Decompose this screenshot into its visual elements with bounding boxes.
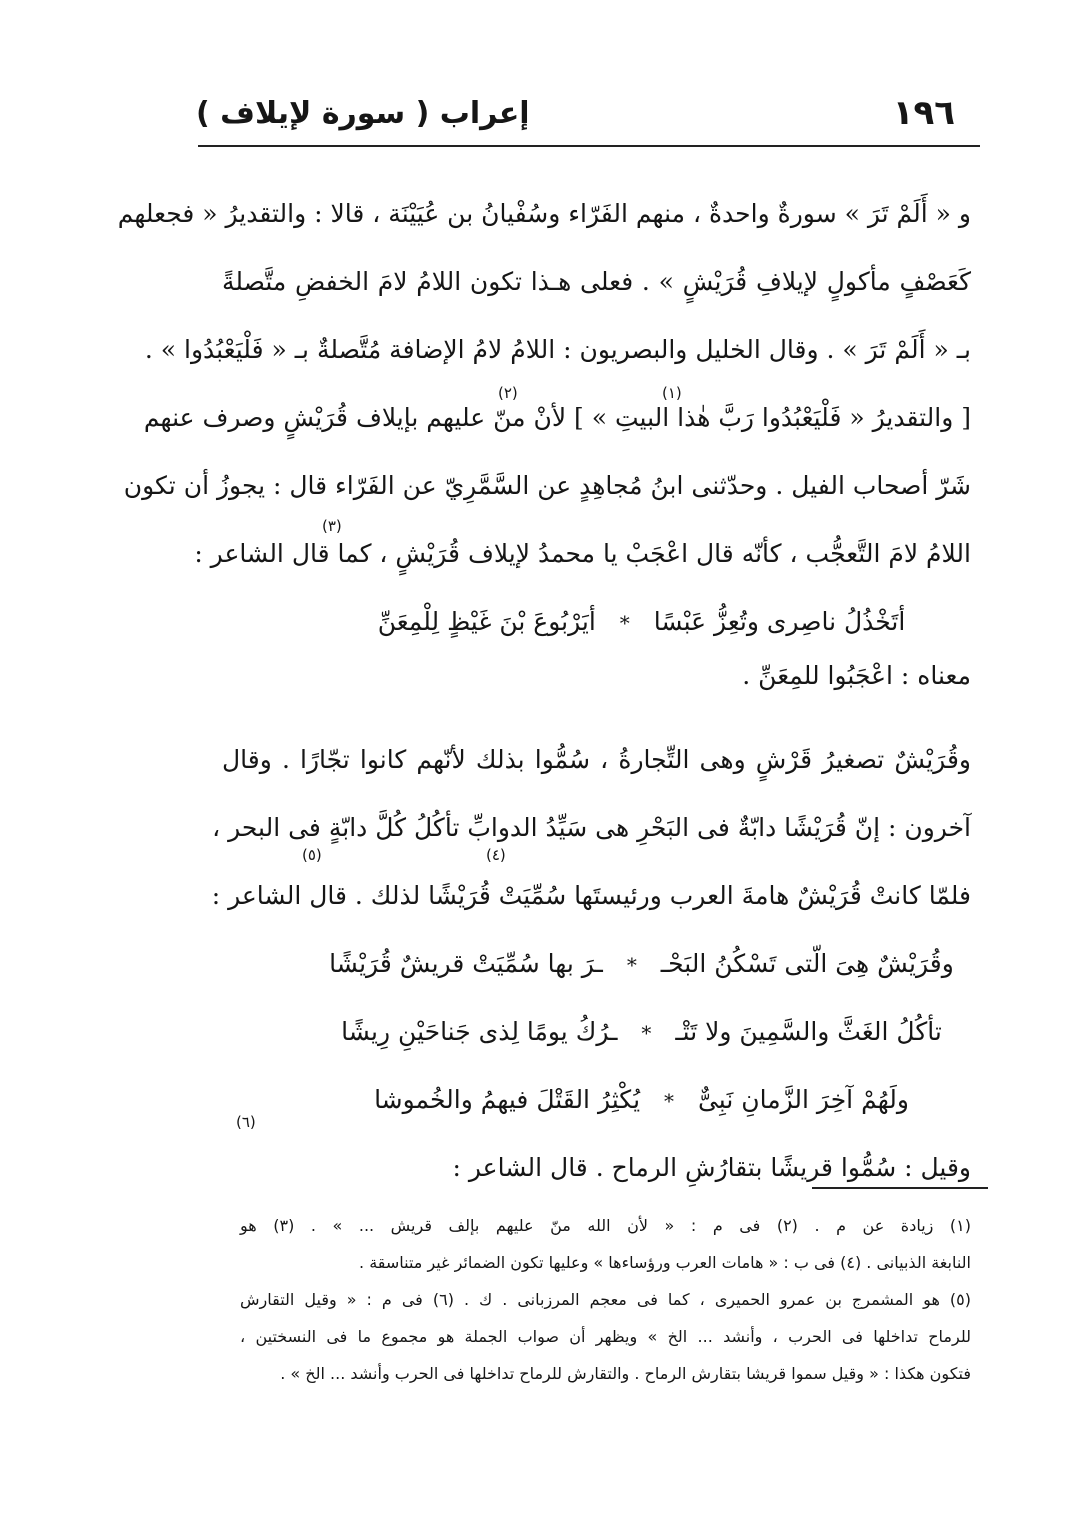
verse-separator: * [641, 1021, 652, 1045]
text-line: وقُرَيْشٌ تصغيرُ قَرْشٍ وهى التِّجارةُ ، سُمُّوا بذلك لأنّهم كانوا تجّارًا . وقال [222, 745, 971, 774]
verse-hemistich: أتَخْذُلُ ناصِرى وتُعِزُّ عَبْسًا [653, 607, 906, 636]
verse-line [222, 930, 971, 998]
footnote-line: (٥) هو المشمرج بن عمرو الحميرى ، كما فى معجم المرزبانى . ك . (٦) فى م : « وقيل التقارش [240, 1290, 971, 1309]
page-number: ١٩٦ [892, 93, 955, 133]
footnotes [240, 1207, 971, 1392]
verse-hemistich: أيَرْبُوعَ بْنَ غَيْظٍ لِلْمِعَنِّ [377, 607, 596, 636]
footnote-rule [812, 1187, 988, 1189]
verse-hemistich: ولَهُمْ آخِرَ الزَّمانِ نَبِىٌّ [697, 1085, 909, 1114]
footnote-ref: (٥) [302, 846, 322, 864]
text-line: و « أَلَمْ تَرَ » سورةٌ واحدةٌ ، منهم الفَرّاء وسُفْيانُ بن عُيَيْنَة ، قالا : والتقديرُ « فجعلهم [117, 199, 971, 228]
verse-hemistich: وقُرَيْشٌ هِىَ الّتى تَسْكُنُ البَحْـ [660, 949, 954, 978]
verse-hemistich: يُكْثِرُ القَتْلَ فيهمُ والخُموشا [374, 1085, 641, 1114]
verse-line [222, 1066, 971, 1134]
footnote-ref: (٢) [498, 384, 518, 402]
page-header [196, 88, 955, 138]
footnote-line: للرماح تداخلها فى الحرب ، وأنشد ... الخ » ويظهر أن صواب الجملة هو مجموع ما فى النسختين ، [240, 1327, 971, 1346]
running-title: إعراب ( سورة لإيلاف ) [196, 95, 530, 131]
text-line-content: [ والتقديرُ « فَلْيَعْبُدُوا رَبَّ هٰذا البيتِ » ] لأنْ منّ عليهم بإيلاف قُرَيْشٍ وصرف عنهم [143, 403, 971, 432]
spacer [222, 706, 971, 726]
footnote-ref: (٤) [486, 846, 506, 864]
verse-meaning: معناه : اعْجَبُوا للمِعَنِّ . [742, 661, 971, 690]
verse-separator: * [619, 611, 630, 635]
verse-line [222, 588, 971, 656]
text-line [143, 384, 971, 452]
footnote-line: فتكون هكذا : « وقيل سموا قريشا بتقارش الرماح . والتقارش للرماح تداخلها فى الحرب وأنشد ... الخ » . [280, 1364, 971, 1383]
verse-hemistich: ـرُكُ يومًا لِذى جَناحَيْنِ رِيشًا [341, 1017, 618, 1046]
footnote-ref: (١) [662, 384, 682, 402]
main-text [117, 180, 971, 1202]
verse-separator: * [626, 953, 637, 977]
footnote-ref: (٦) [236, 1113, 256, 1131]
verse-line [222, 998, 971, 1066]
verse-hemistich: تأكُلُ الغَثَّ والسَّمِينَ ولا تَتْـ [675, 1017, 942, 1046]
text-line: وقيل : سُمُّوا قريشًا بتقارُشِ الرماح . قال الشاعر : [452, 1153, 971, 1182]
text-line: آخرون : إنّ قُرَيْشًا دابّةٌ فى البَحْرِ هى سَيِّدُ الدوابِّ تأكُلُ كُلَّ دابّةٍ فى البحر ، [212, 813, 971, 842]
text-line: بـ « أَلَمْ تَرَ » . وقال الخليل والبصريون : اللامُ لامُ الإضافة مُتَّصلةٌ بـ « فَلْيَعْبُدُوا » . [144, 335, 971, 364]
footnote-line: النابغة الذبيانى . (٤) فى ب : « هامات العرب ورؤساءها » وعليها تكون الضمائر غير متناسقة . [359, 1253, 971, 1272]
header-rule [198, 145, 980, 147]
text-line: شَرّ أصحاب الفيل . وحدّثنى ابنُ مُجاهِدٍ عن السَّمَّرِيّ عن الفَرّاء قال : يجوزُ أن تكون [123, 471, 971, 500]
footnote-ref: (٣) [322, 517, 342, 535]
verse-hemistich: ـرَ بها سُمِّيَتْ قريشٌ قُرَيْشًا [329, 949, 603, 978]
text-line: كَعَصْفٍ مأكولٍ لإيلافِ قُرَيْشٍ » . فعلى هـذا تكون اللامُ لامَ الخفضِ متَّصلةً [222, 267, 971, 296]
text-line: اللامُ لامَ التَّعجُّب ، كأنّه قال اعْجَبْ يا محمدُ لإيلاف قُرَيْشٍ ، كما قال الشاعر : [194, 539, 971, 568]
text-line: فلمّا كانتْ قُرَيْشٌ هامةَ العرب ورئيستَها سُمِّيَتْ قُرَيْشًا لذلك . قال الشاعر : [211, 881, 971, 910]
footnote-line: (١) زيادة عن م . (٢) فى م : « لأن الله منّ عليهم بإلف قريش ... » . (٣) هو [240, 1216, 972, 1235]
verse-separator: * [664, 1089, 675, 1113]
